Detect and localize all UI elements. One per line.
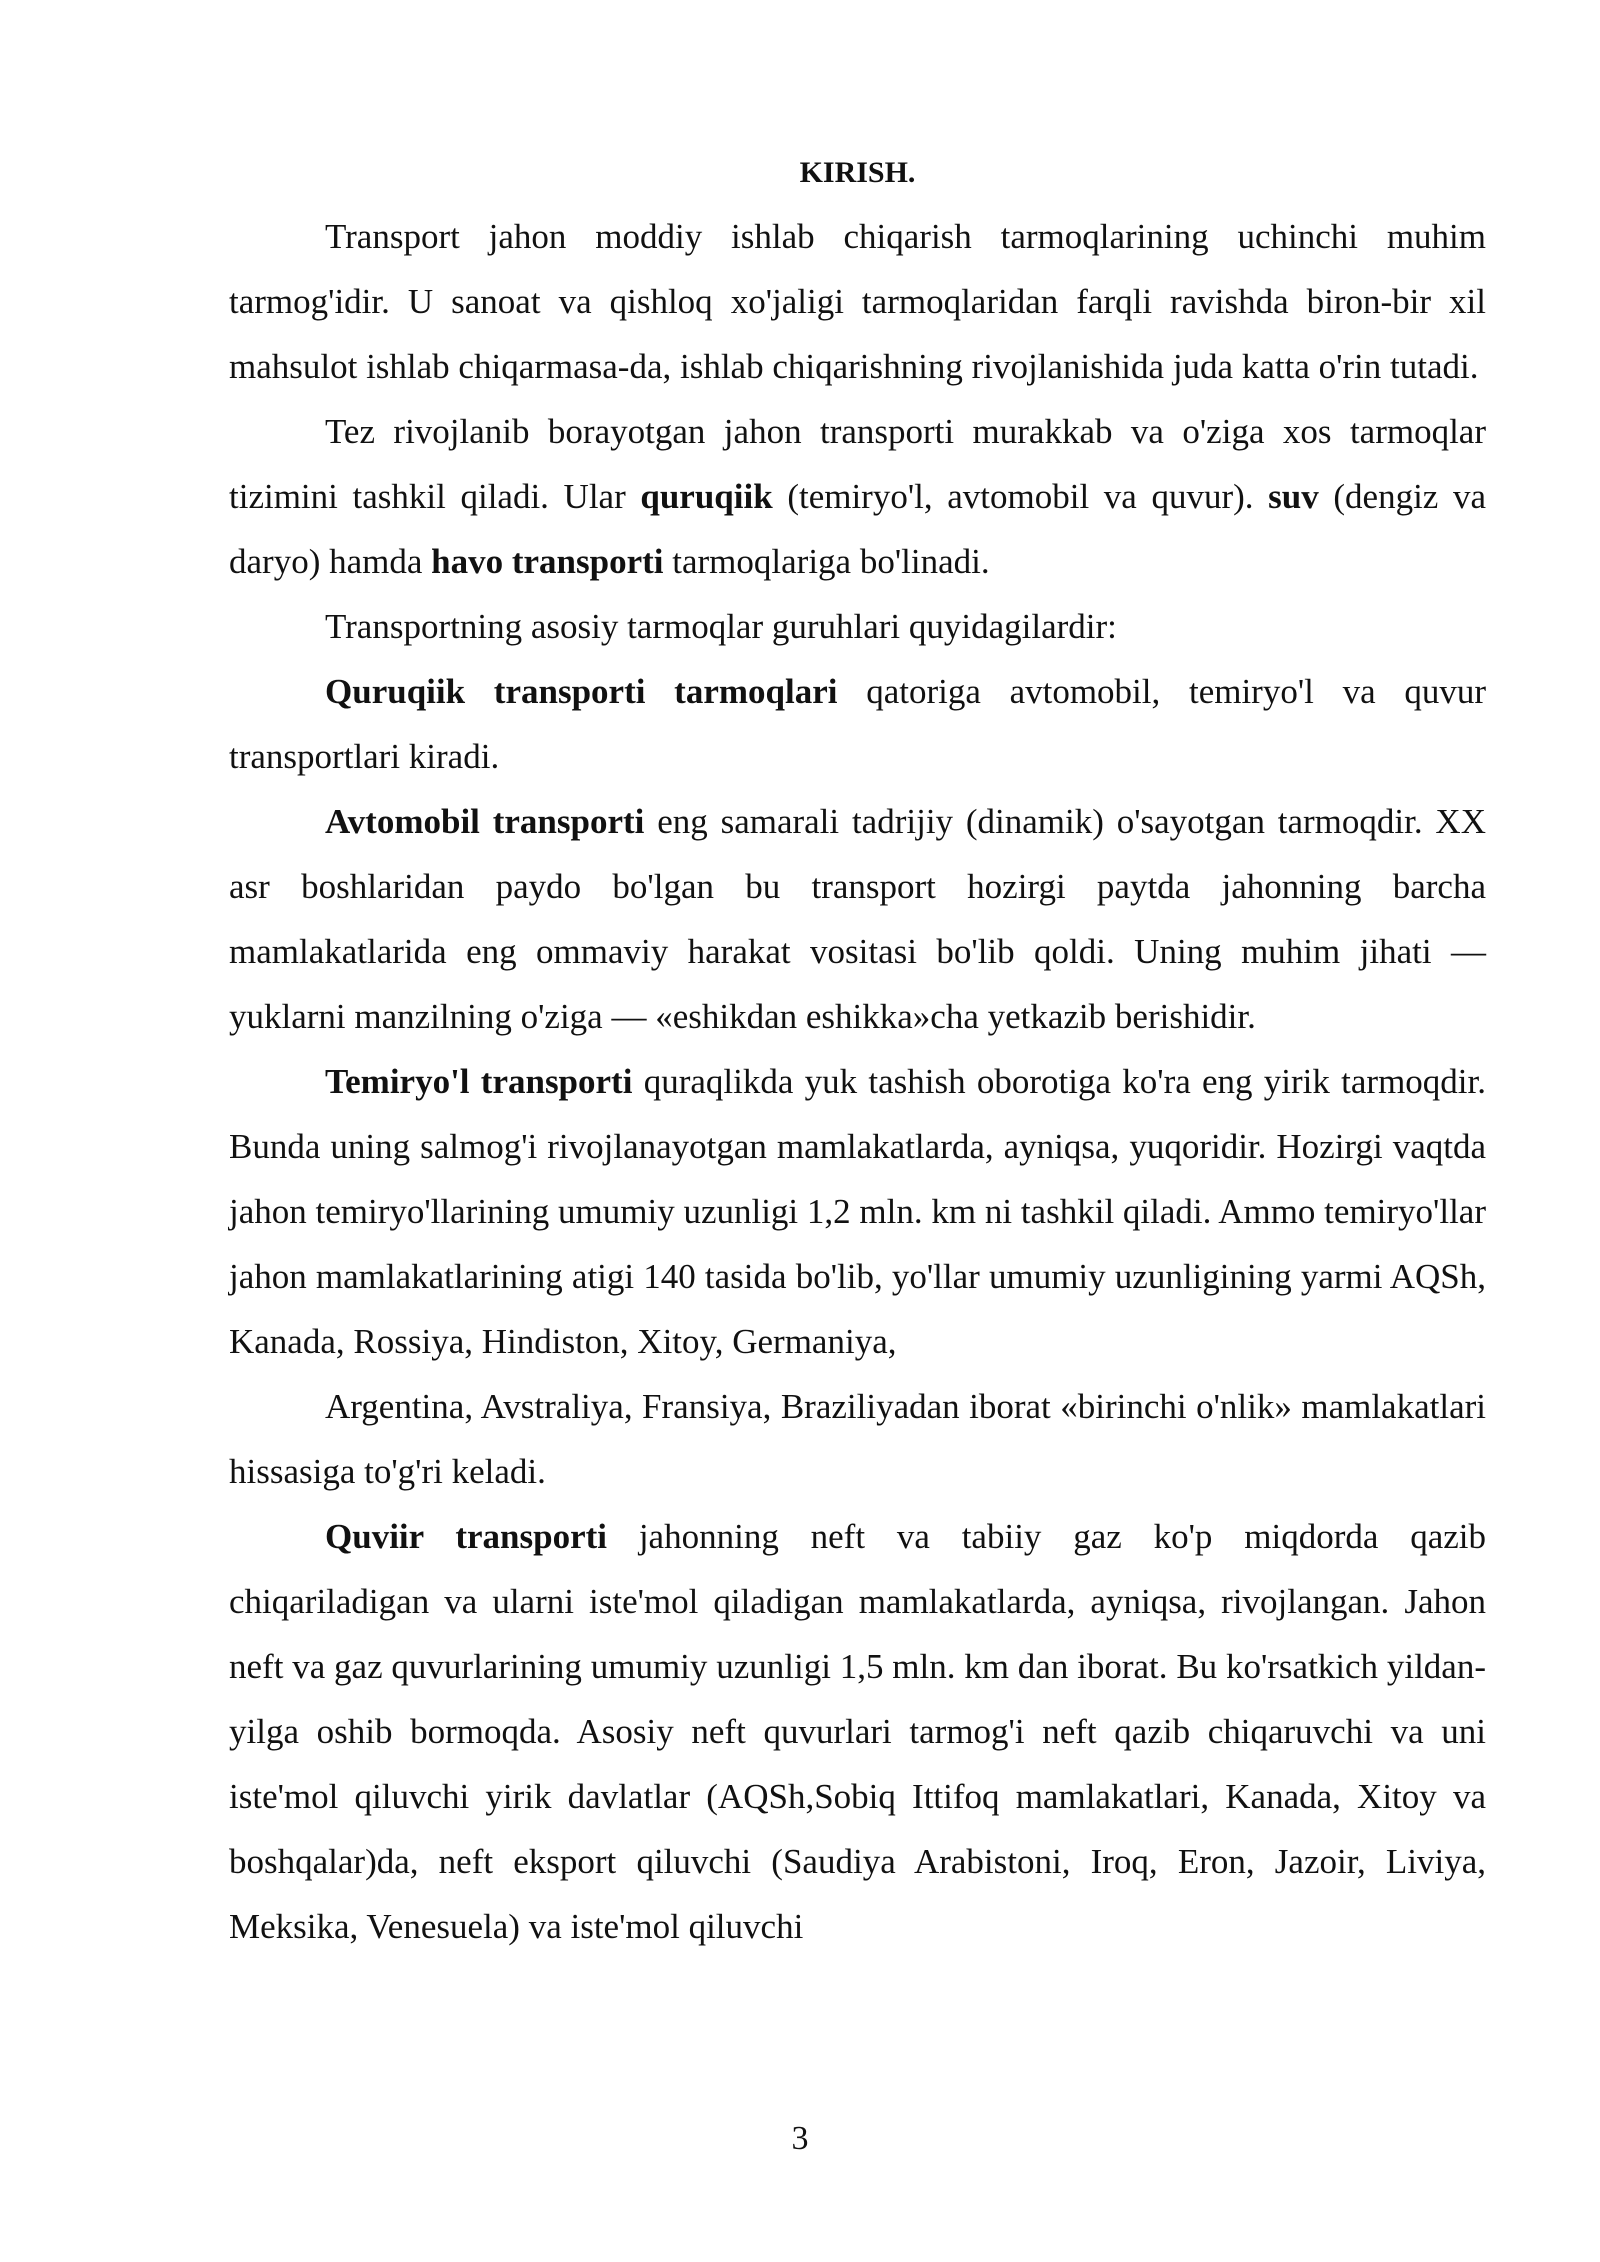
bold-term: Quviir transporti	[325, 1517, 608, 1556]
paragraph-land-transport	[229, 659, 1486, 789]
bold-term: havo transporti	[431, 542, 664, 581]
page-number: 3	[791, 2120, 809, 2157]
paragraph-text: (temiryo'l, avtomobil va quvur).	[772, 477, 1269, 516]
bold-term: suv	[1268, 477, 1319, 516]
paragraph-text: qatoriga avtomobil, temiryo'l va quvur transportlari kiradi.	[229, 672, 1486, 776]
paragraph-text: Tez rivojlanib borayotgan jahon transporti murakkab va o'ziga xos tarmoqlar tizimini tashkil qiladi. Ular	[229, 412, 1486, 516]
document-page	[229, 148, 1486, 1959]
paragraph-rail-countries	[229, 1374, 1486, 1504]
bold-term: quruqiik	[640, 477, 773, 516]
paragraph-network	[229, 399, 1486, 594]
paragraph-intro	[229, 204, 1486, 399]
bold-term: Temiryo'l transporti	[325, 1062, 633, 1101]
paragraph-text: Transport jahon moddiy ishlab chiqarish tarmoqlarining uchinchi muhim tarmog'idir. U sanoat va qishloq xo'jaligi tarmoqlaridan farqli ravishda biron-bir xil mahsulot ishlab chiqarmasa-da, ishlab chiqarishning rivojlanishida juda katta o'rin tutadi.	[229, 217, 1486, 386]
paragraph-road-transport	[229, 789, 1486, 1049]
paragraph-text: quraqlikda yuk tashish oborotiga ko'ra eng yirik tarmoqdir. Bunda uning salmog'i rivojlanayotgan mamlakatlarda, ayniqsa, yuqoridir. Hozirgi vaqtda jahon temiryo'llarining umumiy uzunligi 1,2 mln. km ni tashkil qiladi. Ammo temiryo'llar jahon mamlakatlarining atigi 140 tasida bo'lib, yo'llar umumiy uzunligining yarmi AQSh, Kanada, Rossiya, Hindiston, Xitoy, Germaniya,	[229, 1062, 1487, 1361]
bold-term: Quruqiik transporti tarmoqlari	[325, 672, 838, 711]
paragraph-rail-transport	[229, 1049, 1486, 1374]
paragraph-groups	[229, 594, 1486, 659]
paragraph-text: (dengiz va daryo) hamda	[229, 477, 1487, 581]
paragraph-text: eng samarali tadrijiy (dinamik) o'sayotgan tarmoqdir. XX asr boshlaridan paydo bo'lgan bu transport hozirgi paytda jahonning barcha mamlakatlarida eng ommaviy harakat vositasi bo'lib qoldi. Uning muhim jihati — yuklarni manzilning o'ziga — «eshikdan eshikka»cha yetkazib berishidir.	[229, 802, 1486, 1036]
paragraph-pipeline-transport	[229, 1504, 1486, 1959]
bold-term: Avtomobil transporti	[325, 802, 645, 841]
paragraph-text: Argentina, Avstraliya, Fransiya, Braziliyadan iborat «birinchi o'nlik» mamlakatlari hissasiga to'g'ri keladi.	[229, 1387, 1486, 1491]
paragraph-text: jahonning neft va tabiiy gaz ko'p miqdorda qazib chiqariladigan va ularni iste'mol qiladigan mamlakatlarda, ayniqsa, rivojlangan. Jahon neft va gaz quvurlarining umumiy uzunligi 1,5 mln. km dan iborat. Bu ko'rsatkich yildan-yilga oshib bormoqda. Asosiy neft quvurlari tarmog'i neft qazib chiqaruvchi va uni iste'mol qiluvchi yirik davlatlar (AQSh,Sobiq Ittifoq mamlakatlari, Kanada, Xitoy va boshqalar)da, neft eksport qiluvchi (Saudiya Arabistoni, Iroq, Eron, Jazoir, Liviya, Meksika, Venesuela) va iste'mol qiluvchi	[229, 1517, 1486, 1946]
document-title: KIRISH.	[799, 156, 916, 189]
paragraph-text: tarmoqlariga bo'linadi.	[663, 542, 990, 581]
paragraph-text: Transportning asosiy tarmoqlar guruhlari quyidagilardir:	[325, 607, 1117, 646]
